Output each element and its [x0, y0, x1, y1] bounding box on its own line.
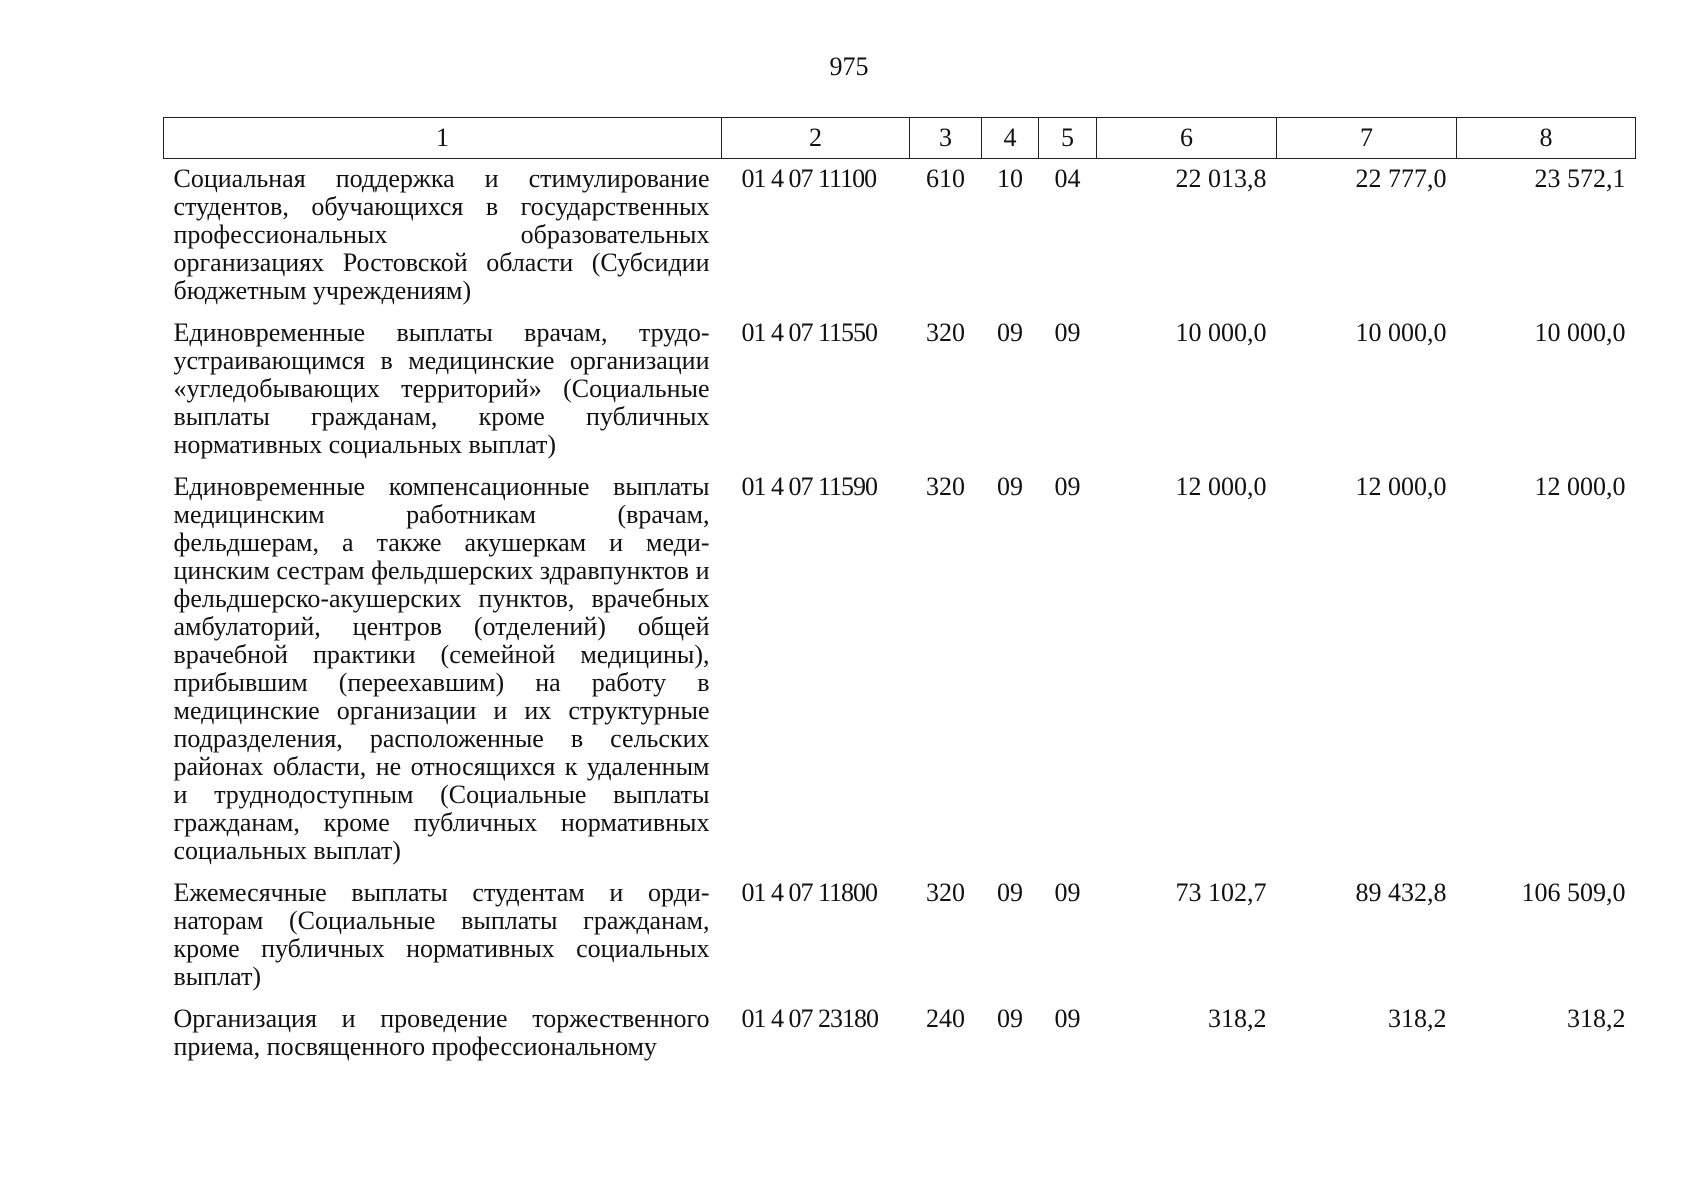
row-expense-type: 240 [926, 1004, 965, 1033]
row-amount-col8: 10 000,0 [1534, 318, 1626, 347]
row-amount-col8: 23 572,1 [1534, 164, 1626, 193]
row-description: Единовременные выплаты врачам, трудоустраивающимся в медицинские организации «угледобывающих территорий» (Социальные выплаты гражданам, кроме публичных нормативных социальных выплат) [173, 318, 710, 459]
column-header: 4 [982, 118, 1039, 159]
table-row [164, 999, 1636, 1069]
column-header: 2 [722, 118, 910, 159]
row-amount-col8: 318,2 [1567, 1004, 1626, 1033]
row-amount-col7: 12 000,0 [1355, 472, 1447, 501]
row-amount-col7: 318,2 [1388, 1004, 1447, 1033]
budget-table [163, 117, 1636, 1069]
table-row [164, 159, 1636, 314]
row-amount-col6: 22 013,8 [1175, 164, 1267, 193]
column-header: 8 [1457, 118, 1636, 159]
column-header: 6 [1097, 118, 1277, 159]
row-amount-col6: 12 000,0 [1175, 472, 1267, 501]
table-row [164, 873, 1636, 999]
row-expense-type: 320 [926, 878, 965, 907]
column-header: 3 [910, 118, 982, 159]
row-target-code: 01 4 07 11100 [741, 164, 877, 193]
row-expense-type: 610 [926, 164, 965, 193]
row-section: 09 [997, 472, 1023, 501]
row-amount-col6: 318,2 [1208, 1004, 1267, 1033]
table-row [164, 467, 1636, 873]
row-amount-col7: 22 777,0 [1355, 164, 1447, 193]
row-amount-col6: 10 000,0 [1175, 318, 1267, 347]
column-header: 5 [1039, 118, 1097, 159]
table-row [164, 313, 1636, 467]
page-number: 975 [829, 52, 869, 81]
row-target-code: 01 4 07 11590 [741, 472, 878, 501]
row-section: 09 [997, 318, 1023, 347]
row-expense-type: 320 [926, 318, 965, 347]
row-subsection: 04 [1054, 164, 1081, 193]
row-amount-col6: 73 102,7 [1175, 878, 1267, 907]
row-amount-col8: 12 000,0 [1534, 472, 1626, 501]
row-amount-col7: 10 000,0 [1355, 318, 1447, 347]
row-target-code: 01 4 07 23180 [741, 1004, 878, 1033]
table-header-row [164, 118, 1636, 159]
row-description: Организация и проведение торжественного приема, посвященного профессиональному [173, 1004, 710, 1061]
row-description: Единовременные компенсационные выплаты медицинским работникам (врачам, фельдшерам, а также акушеркам и медицинским сестрам фельдшерских здравпунктов и фельдшерско-акушерских пунктов, врачебных амбулаторий, центров (отделений) общей врачебной практики (семейной медицины), прибывшим (переехавшим) на работу в медицинские организации и их структурные подразделения, расположенные в сельских районах области, не относящихся к удаленным и труднодоступным (Социальные выплаты гражданам, кроме публичных нормативных социальных выплат) [173, 472, 710, 865]
row-subsection: 09 [1054, 1004, 1081, 1033]
row-expense-type: 320 [926, 472, 965, 501]
row-amount-col8: 106 509,0 [1521, 878, 1626, 907]
row-target-code: 01 4 07 11550 [741, 318, 878, 347]
row-description: Ежемесячные выплаты студентам и ординаторам (Социальные выплаты гражданам, кроме публичных нормативных социальных выплат) [173, 878, 710, 991]
row-section: 10 [997, 164, 1023, 193]
row-target-code: 01 4 07 11800 [741, 878, 878, 907]
row-section: 09 [997, 878, 1023, 907]
row-subsection: 09 [1054, 472, 1081, 501]
column-header: 1 [164, 118, 722, 159]
row-subsection: 09 [1054, 318, 1081, 347]
row-description: Социальная поддержка и стимулирование студентов, обучающихся в государственных профессиональных образовательных организациях Ростовской области (Субсидии бюджетным учреждениям) [173, 164, 710, 305]
row-amount-col7: 89 432,8 [1355, 878, 1447, 907]
column-header: 7 [1277, 118, 1457, 159]
row-subsection: 09 [1054, 878, 1081, 907]
row-section: 09 [997, 1004, 1023, 1033]
